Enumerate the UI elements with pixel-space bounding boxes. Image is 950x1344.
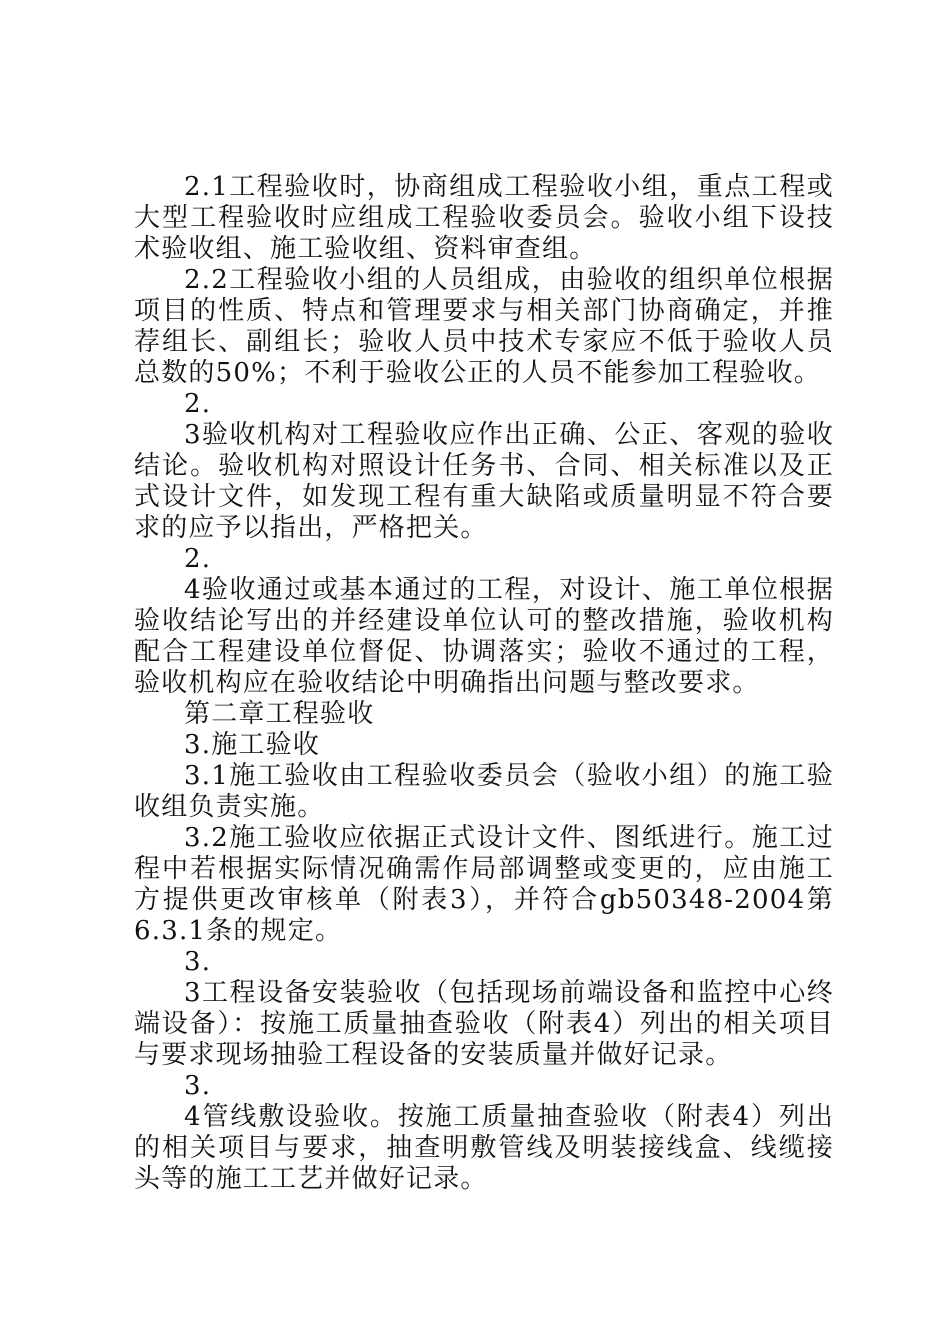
paragraph-2-3-number: 2. (184, 389, 212, 419)
paragraph-3-4-number: 3. (184, 1071, 212, 1101)
paragraph-3-4: 4管线敷设验收。按施工质量抽查验收（附表4）列出的相关项目与要求，抽查明敷管线及明装接线盒、线缆接头等的施工工艺并做好记录。 (134, 1102, 834, 1194)
paragraph-2-4-number: 2. (184, 544, 212, 574)
paragraph-3-1: 3.1施工验收由工程验收委员会（验收小组）的施工验收组负责实施。 (134, 761, 834, 822)
paragraph-2-1: 2.1工程验收时，协商组成工程验收小组，重点工程或大型工程验收时应组成工程验收委员会。验收小组下设技术验收组、施工验收组、资料审查组。 (134, 172, 834, 264)
paragraph-2-4: 4验收通过或基本通过的工程，对设计、施工单位根据验收结论写出的并经建设单位认可的整改措施，验收机构配合工程建设单位督促、协调落实；验收不通过的工程，验收机构应在验收结论中明确指出问题与整改要求。 (134, 575, 834, 698)
chapter-heading: 第二章工程验收 (184, 699, 375, 729)
paragraph-3-3-number: 3. (184, 947, 212, 977)
document-body (134, 172, 834, 1195)
paragraph-3-3: 3工程设备安装验收（包括现场前端设备和监控中心终端设备）：按施工质量抽查验收（附表4）列出的相关项目与要求现场抽验工程设备的安装质量并做好记录。 (134, 978, 834, 1070)
paragraph-2-3: 3验收机构对工程验收应作出正确、公正、客观的验收结论。验收机构对照设计任务书、合同、相关标准以及正式设计文件，如发现工程有重大缺陷或质量明显不符合要求的应予以指出，严格把关。 (134, 420, 834, 543)
section-heading-3: 3.施工验收 (184, 730, 321, 760)
paragraph-2-2: 2.2工程验收小组的人员组成，由验收的组织单位根据项目的性质、特点和管理要求与相关部门协商确定，并推荐组长、副组长；验收人员中技术专家应不低于验收人员总数的50%；不利于验收公正的人员不能参加工程验收。 (134, 265, 834, 388)
paragraph-3-2: 3.2施工验收应依据正式设计文件、图纸进行。施工过程中若根据实际情况确需作局部调整或变更的，应由施工方提供更改审核单（附表3），并符合gb50348-2004第6.3.1条的规定。 (134, 823, 834, 946)
